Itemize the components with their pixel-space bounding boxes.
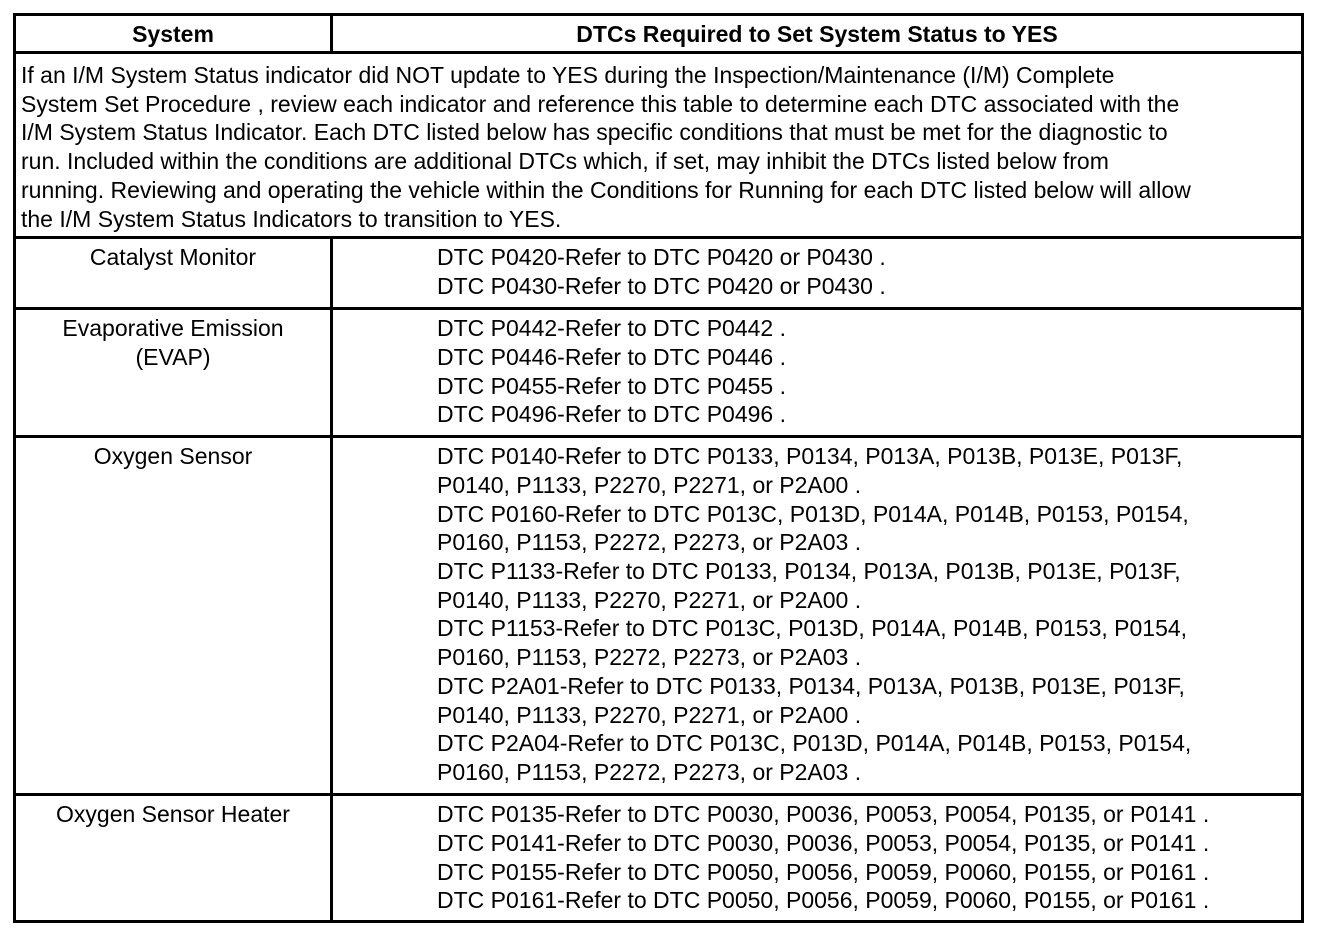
dtc-line: DTC P0135-Refer to DTC P0030, P0036, P0053, P0054, P0135, or P0141 .: [437, 801, 1210, 828]
dtc-line: DTC P0442-Refer to DTC P0442 .: [437, 315, 786, 342]
intro-line: System Set Procedure , review each indicator and reference this table to determine each DTC associated with the: [21, 90, 1180, 117]
table-header-row: [15, 15, 1303, 53]
dtc-entry: [437, 243, 1297, 272]
table-row-evaporative-emission: [15, 309, 1303, 437]
dtc-entry: [437, 729, 1297, 786]
intro-row: [15, 53, 1303, 238]
dtc-entry: [437, 314, 1297, 343]
dtc-entry: [437, 442, 1297, 499]
dtc-cell: [332, 795, 1303, 922]
dtc-entry: [437, 372, 1297, 401]
dtc-line: DTC P0430-Refer to DTC P0420 or P0430 .: [437, 272, 886, 299]
dtc-line: P0160, P1153, P2272, P2273, or P2A03 .: [437, 758, 862, 785]
dtc-line: DTC P1133-Refer to DTC P0133, P0134, P013A, P013B, P013E, P013F,: [437, 558, 1181, 585]
dtc-line: DTC P0455-Refer to DTC P0455 .: [437, 372, 786, 399]
dtc-line: P0140, P1133, P2270, P2271, or P2A00 .: [437, 701, 862, 728]
system-name: Oxygen Sensor Heater: [56, 801, 290, 828]
system-cell: [15, 309, 332, 437]
table-row-oxygen-sensor: [15, 437, 1303, 795]
dtc-entry: [437, 343, 1297, 372]
dtc-line: DTC P0155-Refer to DTC P0050, P0056, P0059, P0060, P0155, or P0161 .: [437, 858, 1210, 885]
dtc-entry: [437, 858, 1297, 887]
dtc-line: DTC P0161-Refer to DTC P0050, P0056, P0059, P0060, P0155, or P0161 .: [437, 887, 1210, 914]
table-row-catalyst-monitor: [15, 238, 1303, 309]
dtc-entry: [437, 400, 1297, 429]
dtc-entry: [437, 557, 1297, 614]
intro-line: the I/M System Status Indicators to transition to YES.: [21, 205, 562, 232]
dtc-entry: [437, 614, 1297, 671]
dtc-entry: [437, 500, 1297, 557]
dtc-cell: [332, 238, 1303, 309]
dtc-entry: [437, 829, 1297, 858]
dtc-line: DTC P2A01-Refer to DTC P0133, P0134, P013A, P013B, P013E, P013F,: [437, 672, 1185, 699]
dtc-line: P0140, P1133, P2270, P2271, or P2A00 .: [437, 471, 862, 498]
system-name: Oxygen Sensor: [93, 443, 253, 470]
dtc-line: DTC P0446-Refer to DTC P0446 .: [437, 343, 786, 370]
dtc-entry: [437, 800, 1297, 829]
dtc-entry: [437, 886, 1297, 915]
dtc-line: DTC P0420-Refer to DTC P0420 or P0430 .: [437, 244, 886, 271]
dtc-cell: [332, 437, 1303, 795]
dtc-line: DTC P0140-Refer to DTC P0133, P0134, P013A, P013B, P013E, P013F,: [437, 443, 1183, 470]
dtc-line: P0160, P1153, P2272, P2273, or P2A03 .: [437, 529, 862, 556]
dtc-line: P0140, P1133, P2270, P2271, or P2A00 .: [437, 586, 862, 613]
intro-line: If an I/M System Status indicator did NOT update to YES during the Inspection/Maintenance (I/M) Complete: [21, 62, 1115, 88]
dtc-entry: [437, 672, 1297, 729]
dtc-line: DTC P2A04-Refer to DTC P013C, P013D, P014A, P014B, P0153, P0154,: [437, 730, 1192, 757]
header-dtcs: DTCs Required to Set System Status to YES: [332, 15, 1303, 53]
im-system-status-table: [13, 13, 1304, 923]
dtc-cell: [332, 309, 1303, 437]
dtc-line: DTC P0496-Refer to DTC P0496 .: [437, 401, 786, 428]
intro-line: run. Included within the conditions are additional DTCs which, if set, may inhibit the DTCs listed below from: [21, 148, 1109, 175]
system-cell: [15, 795, 332, 922]
dtc-line: DTC P0160-Refer to DTC P013C, P013D, P014A, P014B, P0153, P0154,: [437, 500, 1189, 527]
table-row-oxygen-sensor-heater: [15, 795, 1303, 922]
system-cell: [15, 437, 332, 795]
system-cell: [15, 238, 332, 309]
system-name: Catalyst Monitor: [89, 244, 257, 271]
intro-line: running. Reviewing and operating the vehicle within the Conditions for Running for each DTC listed below will allow: [21, 176, 1191, 203]
dtc-line: DTC P0141-Refer to DTC P0030, P0036, P0053, P0054, P0135, or P0141 .: [437, 829, 1210, 856]
header-system: System: [15, 15, 332, 53]
system-name: (EVAP): [135, 343, 211, 370]
dtc-line: DTC P1153-Refer to DTC P013C, P013D, P014A, P014B, P0153, P0154,: [437, 615, 1188, 642]
intro-text: [15, 53, 1303, 238]
dtc-entry: [437, 272, 1297, 301]
intro-line: I/M System Status Indicator. Each DTC listed below has specific conditions that must be met for the diagnostic to: [21, 119, 1168, 146]
system-name: Evaporative Emission: [62, 315, 284, 342]
dtc-line: P0160, P1153, P2272, P2273, or P2A03 .: [437, 644, 862, 671]
